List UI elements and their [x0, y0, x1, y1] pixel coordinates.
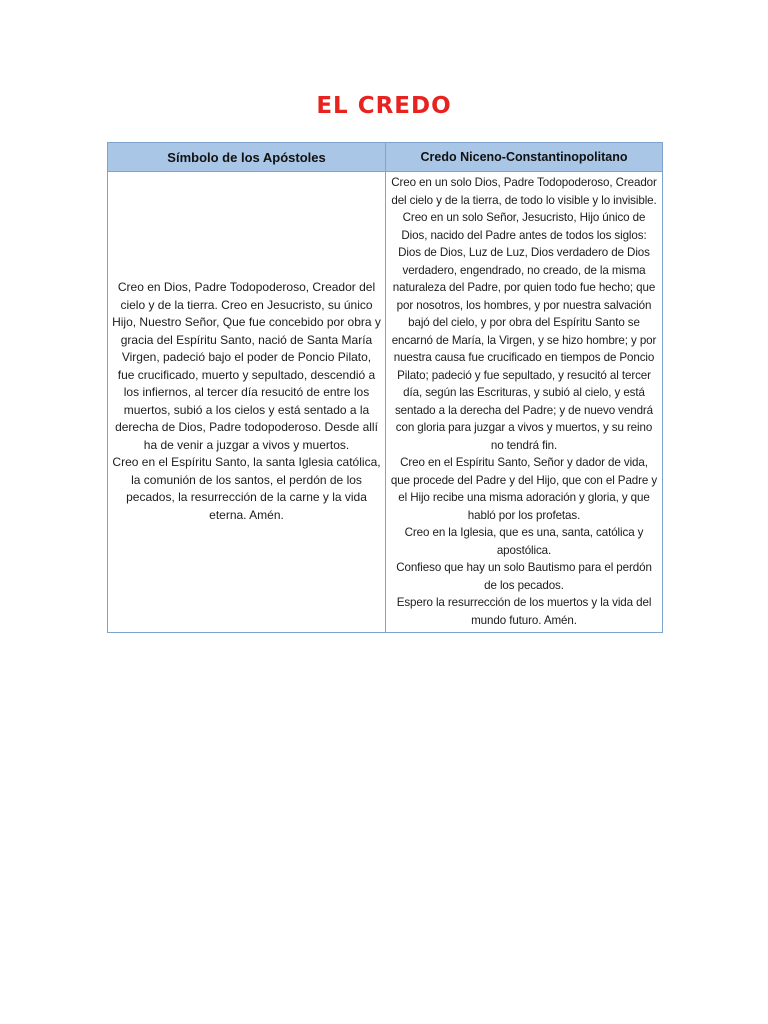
nicene-creed-text [386, 172, 663, 633]
nicene-paragraph-5: Espero la resurrección de los muertos y la vida del mundo futuro. Amén. [396, 596, 652, 627]
table-row [108, 172, 663, 633]
apostles-paragraph-1: Creo en Dios, Padre Todopoderoso, Creador del cielo y de la tierra. Creo en Jesucristo, su único Hijo, Nuestro Señor, Que fue concebido por obra y gracia del Espíritu Santo, nació de Santa María Virgen, padeció bajo el poder de Poncio Pilato, fue crucificado, muerto y sepultado, descendió a los infiernos, al tercer día resucitó de entre los muertos, subió a los cielos y está sentado a la derecha de Dios, Padre todopoderoso. Desde allí ha de venir a juzgar a vivos y muertos. [112, 280, 381, 452]
header-nicene-creed: Credo Niceno-Constantinopolitano [386, 143, 663, 172]
header-apostles-creed: Símbolo de los Apóstoles [108, 143, 386, 172]
page-title: EL CREDO [316, 93, 452, 119]
apostles-creed-text [108, 172, 386, 633]
creed-comparison-table [107, 142, 663, 633]
table-header-row [108, 143, 663, 172]
nicene-paragraph-1: Creo en un solo Dios, Padre Todopoderoso, Creador del cielo y de la tierra, de todo lo visible y lo invisible. Creo en un solo Señor, Jesucristo, Hijo único de Dios, nacido del Padre antes de todos los siglos: Dios de Dios, Luz de Luz, Dios verdadero de Dios verdadero, engendrado, no creado, de la misma naturaleza del Padre, por quien todo fue hecho; que por nosotros, los hombres, y por nuestra salvación bajó del cielo, y por obra del Espíritu Santo se encarnó de María, la Virgen, y se hizo hombre; y por nuestra causa fue crucificado en tiempos de Poncio Pilato; padeció y fue sepultado, y resucitó al tercer día, según las Escrituras, y subió al cielo, y está sentado a la derecha del Padre; y de nuevo vendrá con gloria para juzgar a vivos y muertos, y su reino no tendrá fin. [391, 176, 657, 452]
nicene-paragraph-2: Creo en el Espíritu Santo, Señor y dador de vida, que procede del Padre y del Hijo, que con el Padre y el Hijo recibe una misma adoración y gloria, y que habló por los profetas. [390, 456, 658, 522]
nicene-paragraph-4: Confieso que hay un solo Bautismo para el perdón de los pecados. [396, 561, 652, 592]
nicene-paragraph-3: Creo en la Iglesia, que es una, santa, católica y apostólica. [404, 526, 644, 557]
apostles-paragraph-2: Creo en el Espíritu Santo, la santa Iglesia católica, la comunión de los santos, el perdón de los pecados, la resurrección de la carne y la vida eterna. Amén. [112, 455, 381, 522]
